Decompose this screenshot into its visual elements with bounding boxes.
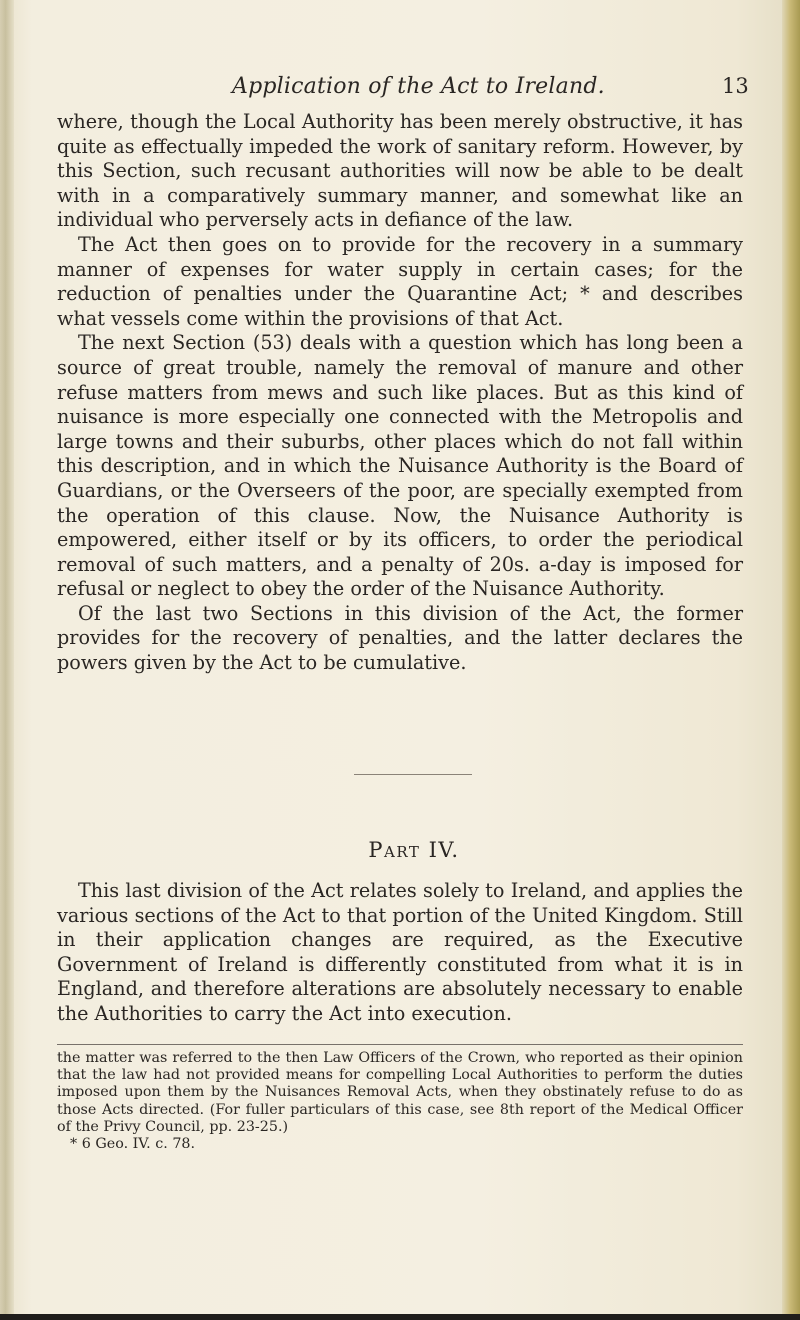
part-text: [57, 879, 743, 1027]
paragraph: This last division of the Act relates solely to Ireland, and applies the various sections of the Act to that portion of the United Kingdom. Still in their application changes are required, as the Executive Government of Ireland is differently constituted from what it is in England, and therefore alterations are absolutely necessary to enable the Authorities to carry the Act into execution.: [57, 879, 743, 1025]
page-bottom-edge: [0, 1314, 800, 1320]
page-header: [0, 74, 800, 104]
paragraph: The next Section (53) deals with a question which has long been a source of great trouble, namely the removal of manure and other refuse matters from mews and such like places. But as this kind of nuisance is more especially one connected with the Metropolis and large towns and their suburbs, other places which do not fall within this description, and in which the Nuisance Authority is the Board of Guardians, or the Overseers of the poor, are specially exempted from the operation of this clause. Now, the Nuisance Authority is empowered, either itself or by its officers, to order the periodical removal of such matters, and a penalty of 20s. a-day is imposed for refusal or neglect to obey the order of the Nuisance Authority.: [57, 331, 743, 601]
part-heading: Part IV.: [368, 838, 460, 862]
paragraph: Of the last two Sections in this division of the Act, the former provides for the recovery of penalties, and the latter declares the powers given by the Act to be cumulative.: [57, 601, 743, 675]
main-text: [57, 110, 743, 676]
footnote: * 6 Geo. IV. c. 78.: [70, 1136, 196, 1153]
paragraph: The Act then goes on to provide for the recovery in a summary manner of expenses for water supply in certain cases; for the reduction of penalties under the Quarantine Act; * and describes what vessels come within the provisions of that Act.: [57, 232, 743, 330]
page-edge: [782, 0, 800, 1320]
page-number: 13: [722, 74, 749, 98]
section-divider: [354, 774, 472, 775]
footnotes: [57, 1050, 743, 1153]
page-gutter-shadow: [0, 0, 14, 1320]
paragraph: where, though the Local Authority has been merely obstructive, it has quite as effectually impeded the work of sanitary reform. However, by this Section, such recusant authorities will now be able to be dealt with in a comparatively summary manner, and somewhat like an individual who perversely acts in defiance of the law.: [57, 110, 743, 232]
running-head: Application of the Act to Ireland.: [232, 74, 605, 99]
footnote: the matter was referred to the then Law Officers of the Crown, who reported as their opinion that the law had not provided means for compelling Local Authorities to perform the duties imposed upon them by the Nuisances Removal Acts, when they obstinately refuse to do as those Acts directed. (For fuller particulars of this case, see 8th report of the Medical Officer of the Privy Council, pp. 23-25.): [57, 1050, 743, 1135]
footnote-rule: [57, 1044, 743, 1045]
